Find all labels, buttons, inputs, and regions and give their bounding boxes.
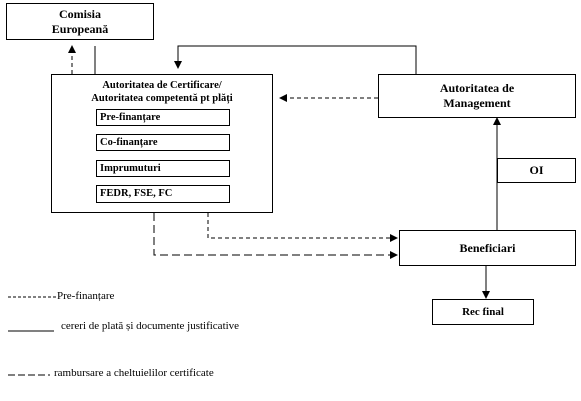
node-autoritatea-management xyxy=(378,74,576,118)
fund-box-fedr: FEDR, FSE, FC xyxy=(96,185,230,203)
node-comisia-line2: Europeană xyxy=(51,21,109,36)
node-certificare-line2: Autoritatea competentă pt plăți xyxy=(91,93,233,104)
arrow-ac-to-beneficiari-1 xyxy=(208,213,397,238)
legend-rambursare-label: rambursare a cheltuielilor certificate xyxy=(54,367,214,379)
fund-box-imprumuturi: Imprumuturi xyxy=(96,160,230,177)
node-management-line1: Autoritatea de xyxy=(439,81,515,95)
node-oi: OI xyxy=(497,158,576,183)
node-certificare-line1: Autoritatea de Certificare/ xyxy=(102,80,222,91)
node-comisia-line1: Comisia xyxy=(59,6,101,21)
node-management-line2: Management xyxy=(443,96,511,110)
fund-box-prefinantare: Pre-finanțare xyxy=(96,109,230,126)
node-comisia-europeana xyxy=(6,3,154,40)
fund-box-cofinantare: Co-finanțare xyxy=(96,134,230,151)
node-certificare-title xyxy=(52,79,272,105)
arrow-am-to-ac-solid xyxy=(178,46,416,74)
legend-prefinantare-label: Pre-finanțare xyxy=(57,290,115,302)
node-rec-final: Rec final xyxy=(432,299,534,325)
node-beneficiari: Beneficiari xyxy=(399,230,576,266)
legend-cereri-label: cereri de plată și documente justificative xyxy=(61,320,240,332)
arrow-ac-to-beneficiari-2 xyxy=(154,213,397,255)
node-autoritatea-certificare xyxy=(51,74,273,213)
